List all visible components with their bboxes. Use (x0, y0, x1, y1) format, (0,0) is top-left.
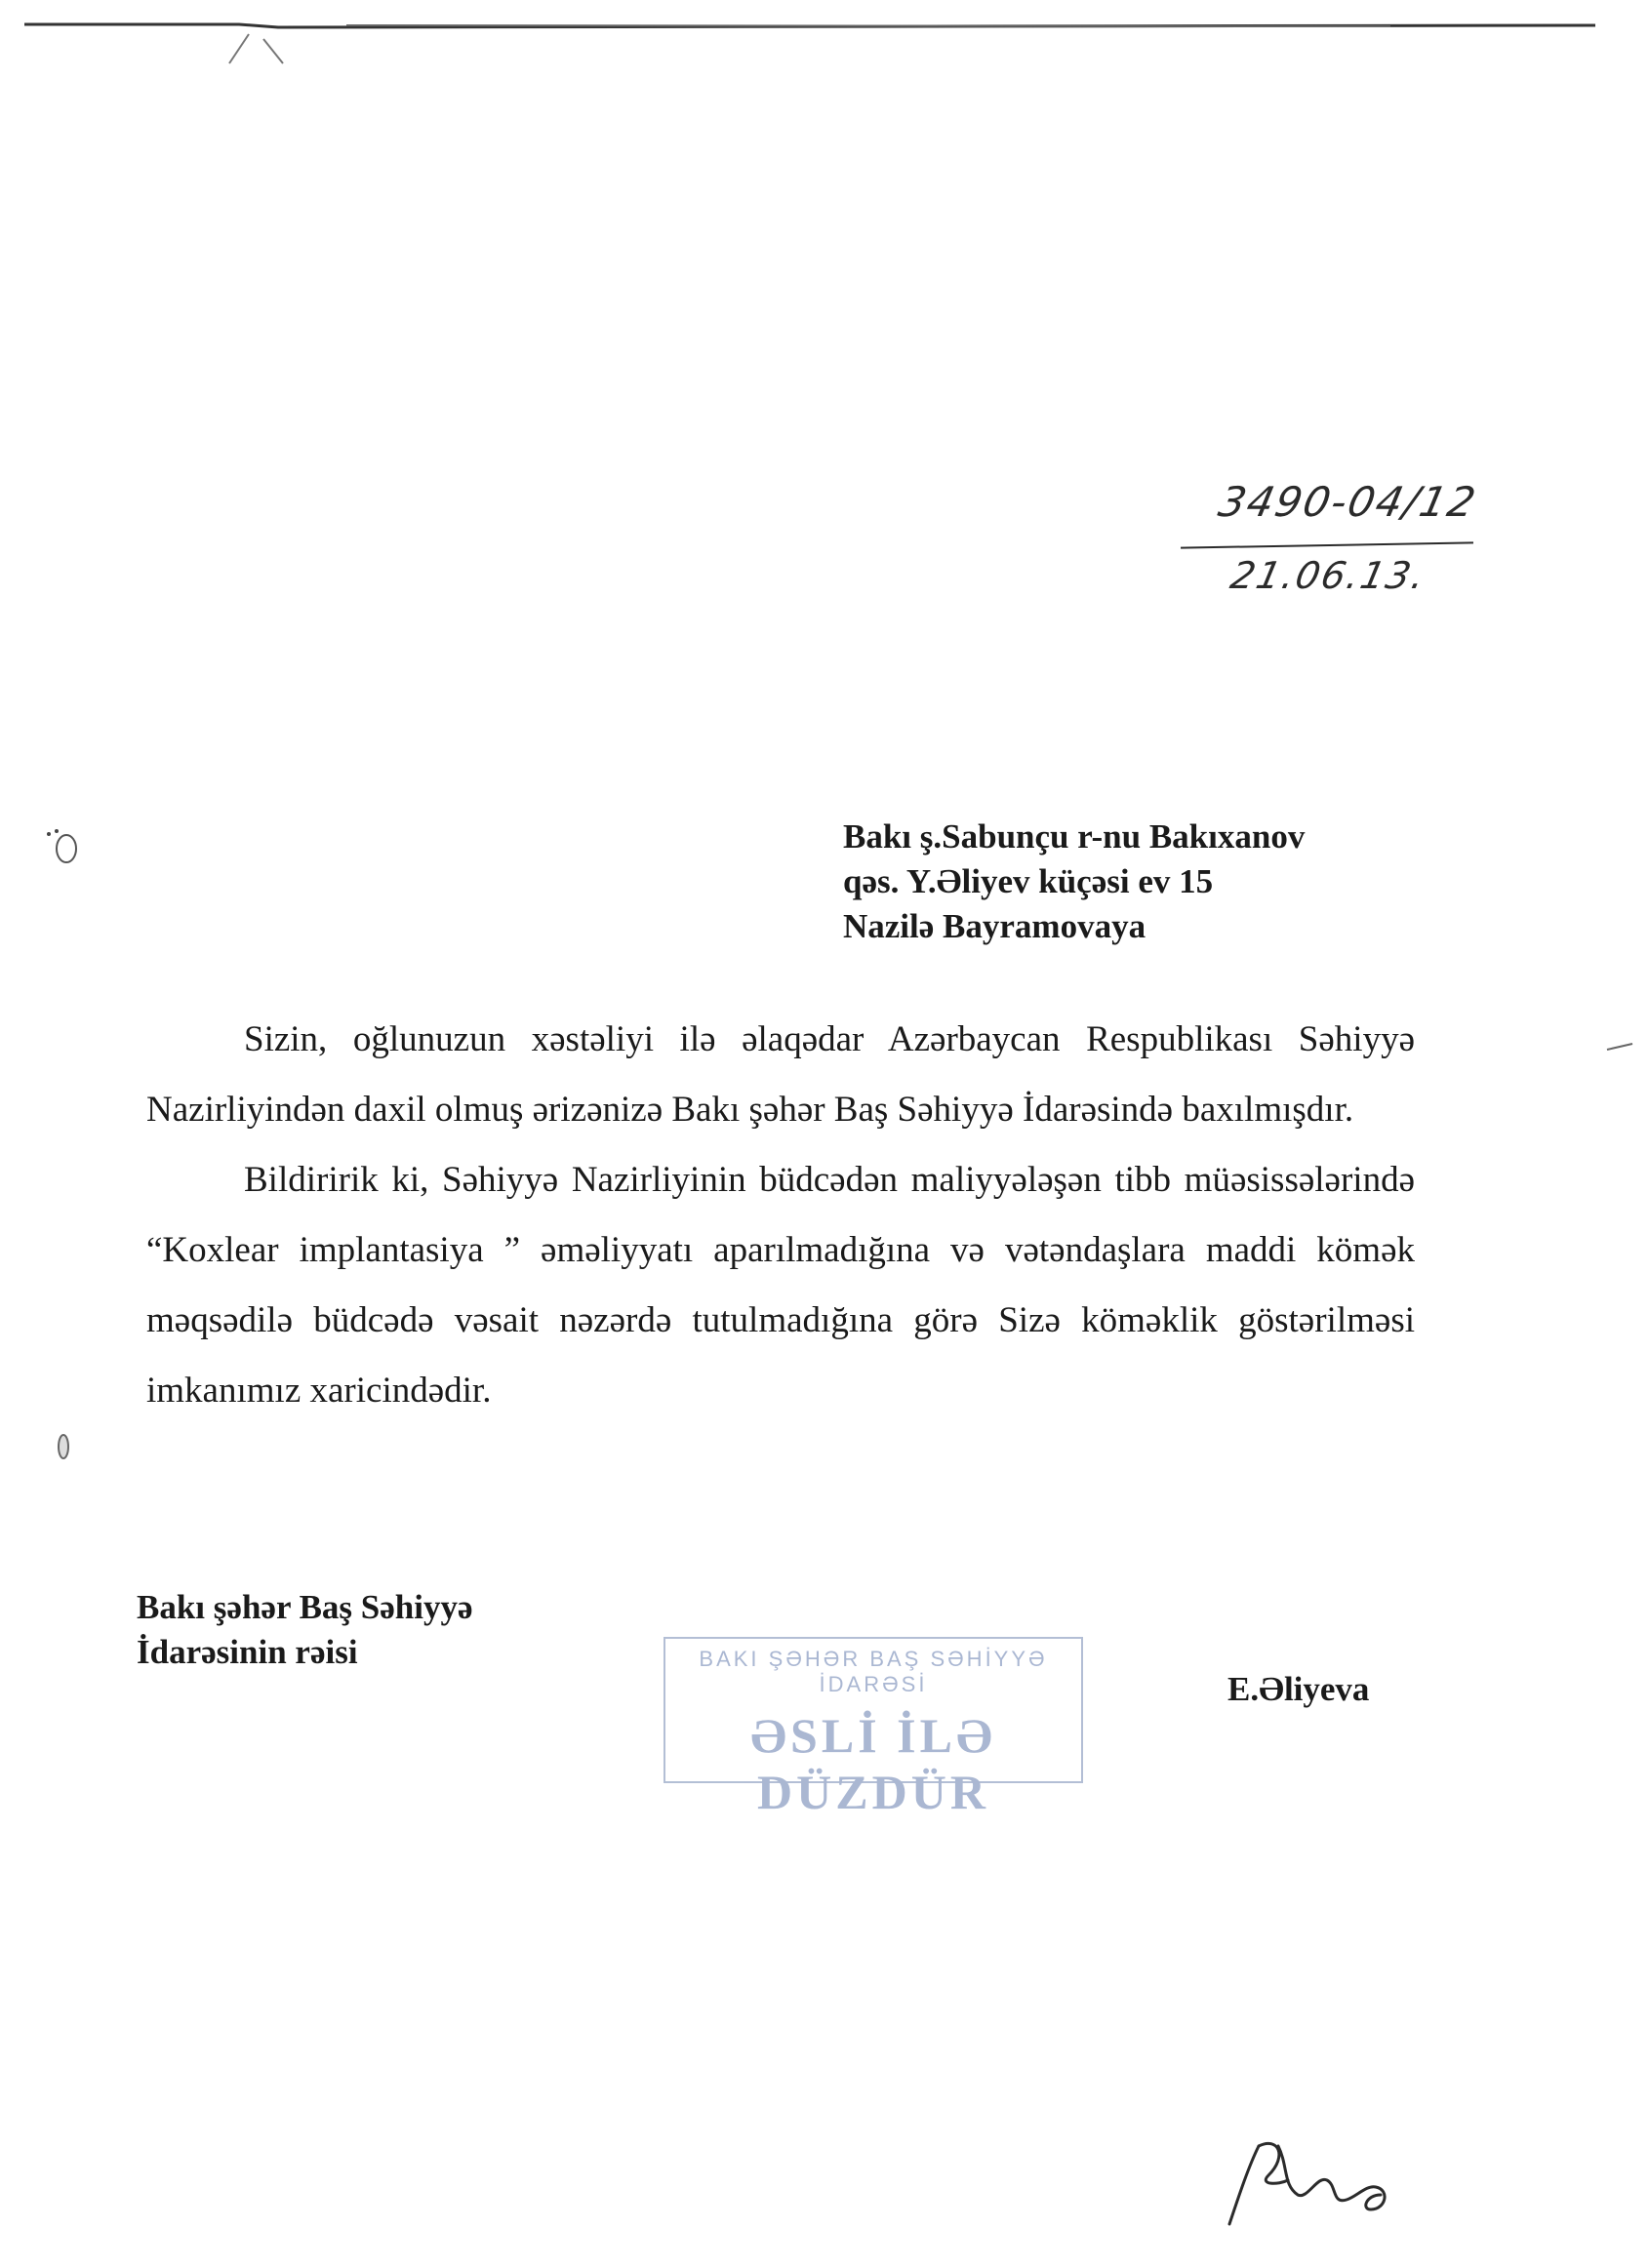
registration-rule (1181, 541, 1473, 548)
signer-title-line-1: Bakı şəhər Baş Səhiyyə (137, 1588, 473, 1626)
addressee-line-3: Nazilə Bayramovaya (843, 907, 1146, 945)
certification-stamp (664, 1637, 1083, 1819)
registration-stamp (1161, 478, 1512, 615)
signer-title-line-2: İdarəsinin rəisi (137, 1633, 358, 1671)
addressee-line-2: qəs. Y.Əliyev küçəsi ev 15 (843, 862, 1214, 900)
addressee-block (843, 815, 1526, 949)
addressee-line-1: Bakı ş.Sabunçu r-nu Bakıxanov (843, 817, 1306, 855)
stamp-line-3: ƏSLİ İLƏ DÜZDÜR (750, 1708, 996, 1819)
punch-hole-mark (29, 819, 88, 868)
stamp-line-2: İDARƏSİ (819, 1672, 928, 1696)
signer-title (137, 1585, 624, 1675)
scan-speck (54, 1432, 73, 1461)
registration-number: 3490-04/12 (1214, 478, 1482, 526)
scan-dash (1605, 1042, 1634, 1052)
body-paragraph-1: Sizin, oğlunuzun xəstəliyi ilə əlaqədar Azərbaycan Respublikası Səhiyyə Nazirliyindən daxil olmuş ərizənizə Bakı şəhər Baş Səhiyyə İdarəsində baxılmışdır. (146, 1019, 1415, 1130)
handwritten-initials (1220, 2127, 1415, 2234)
body-paragraph-2: Bildiririk ki, Səhiyyə Nazirliyinin büdcədən maliyyələşən tibb müəsissələrində “Koxlear implantasiya ” əməliyyatı aparılmadığına və vətəndaşlara maddi kömək məqsədilə büdcədə vəsait nəzərdə tutulmadığına görə Sizə köməklik göstərilməsi imkanımız xaricindədir. (146, 1160, 1415, 1411)
scan-stroke (224, 29, 322, 68)
stamp-line-1: BAKI ŞƏHƏR BAŞ SƏHİYYƏ (699, 1647, 1048, 1671)
registration-date: 21.06.13. (1227, 554, 1430, 597)
letter-body (146, 1005, 1415, 1426)
signer-name: E.Əliyeva (1227, 1670, 1370, 1708)
